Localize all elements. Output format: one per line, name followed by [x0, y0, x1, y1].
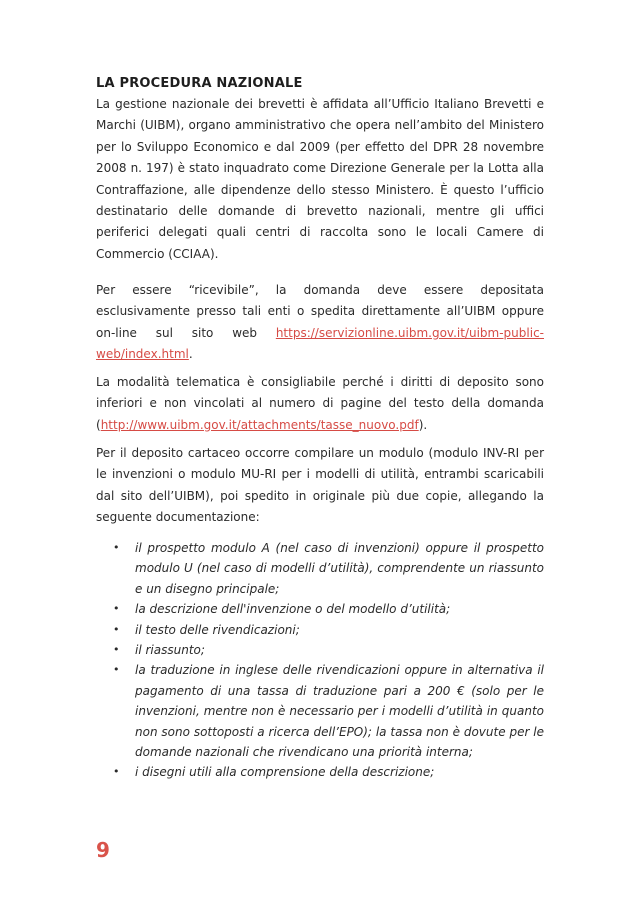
bullet-icon: • — [113, 663, 120, 677]
list-item-text: la descrizione dell'invenzione o del modello d’utilità; — [135, 602, 451, 617]
bullet-icon: • — [113, 622, 120, 636]
list-item-text: la traduzione in inglese delle rivendicazioni oppure in alternativa il pagamento di una tassa di traduzione pari a 200 € (solo per le invenzioni, mentre non è necessario per i modelli d’utilità in quanto non sono sottoposti a ricerca dell’EPO); la tassa non è dovute per le domande nazionali che rivendicano una priorità interna; — [135, 663, 544, 760]
list-item — [96, 599, 544, 619]
list-item — [96, 762, 544, 782]
tasse-pdf-link[interactable]: http://www.uibm.gov.it/attachments/tasse_nuovo.pdf — [100, 417, 419, 432]
list-item-text: il testo delle rivendicazioni; — [135, 622, 300, 637]
paragraph-ricevibile — [96, 280, 544, 366]
paragraph-text: La modalità telematica è consigliabile perché i diritti di deposito sono inferiori e non vincolati al numero di pagine del testo della domanda ( — [96, 375, 544, 432]
paragraph-deposito-cartaceo: Per il deposito cartaceo occorre compilare un modulo (modulo INV-RI per le invenzioni o modulo MU-RI per i modelli di utilità, entrambi scaricabili dal sito dell’UIBM), poi spedito in originale più due copie, allegando la seguente documentazione: — [96, 446, 544, 525]
list-item — [96, 660, 544, 762]
list-item-text: il prospetto modulo A (nel caso di invenzioni) oppure il prospetto modulo U (nel caso di modelli d’utilità), comprendente un riassunto e un disegno principale; — [135, 541, 544, 596]
section-heading: LA PROCEDURA NAZIONALE — [96, 76, 303, 91]
list-item-text: il riassunto; — [135, 643, 205, 658]
bullet-icon: • — [113, 765, 120, 779]
paragraph-uibm: La gestione nazionale dei brevetti è affidata all’Ufficio Italiano Brevetti e Marchi (UIBM), organo amministrativo che opera nell’ambito del Ministero per lo Sviluppo Economico e dal 2009 (per effetto del DPR 28 novembre 2008 n. 197) è stato inquadrato come Direzione Generale per la Lotta alla Contraffazione, alle dipendenze dello stesso Ministero. È questo l’ufficio destinatario delle domande di brevetto nazionali, mentre gli uffici periferici delegati quali centri di raccolta sono le locali Camere di Commercio (CCIAA). — [96, 97, 544, 261]
list-item — [96, 538, 544, 599]
uibm-online-link[interactable]: https://servizionline.uibm.gov.it/uibm-public-web/index.html — [96, 325, 544, 362]
list-item-text: i disegni utili alla comprensione della descrizione; — [135, 765, 435, 780]
paragraph-text: . — [188, 347, 193, 362]
bullet-icon: • — [113, 602, 120, 616]
list-item — [96, 640, 544, 660]
paragraph-telematica — [96, 372, 544, 436]
paragraph-text: Per essere “ricevibile”, la domanda deve essere depositata esclusivamente presso tali enti o spedita direttamente all’UIBM oppure on-line sul sito web — [96, 283, 544, 340]
documentation-list — [96, 538, 544, 783]
page-number: 9 — [96, 838, 110, 862]
bullet-icon: • — [113, 541, 120, 554]
paragraph-text: ). — [418, 417, 428, 432]
list-item — [96, 620, 544, 640]
bullet-icon: • — [113, 643, 120, 657]
